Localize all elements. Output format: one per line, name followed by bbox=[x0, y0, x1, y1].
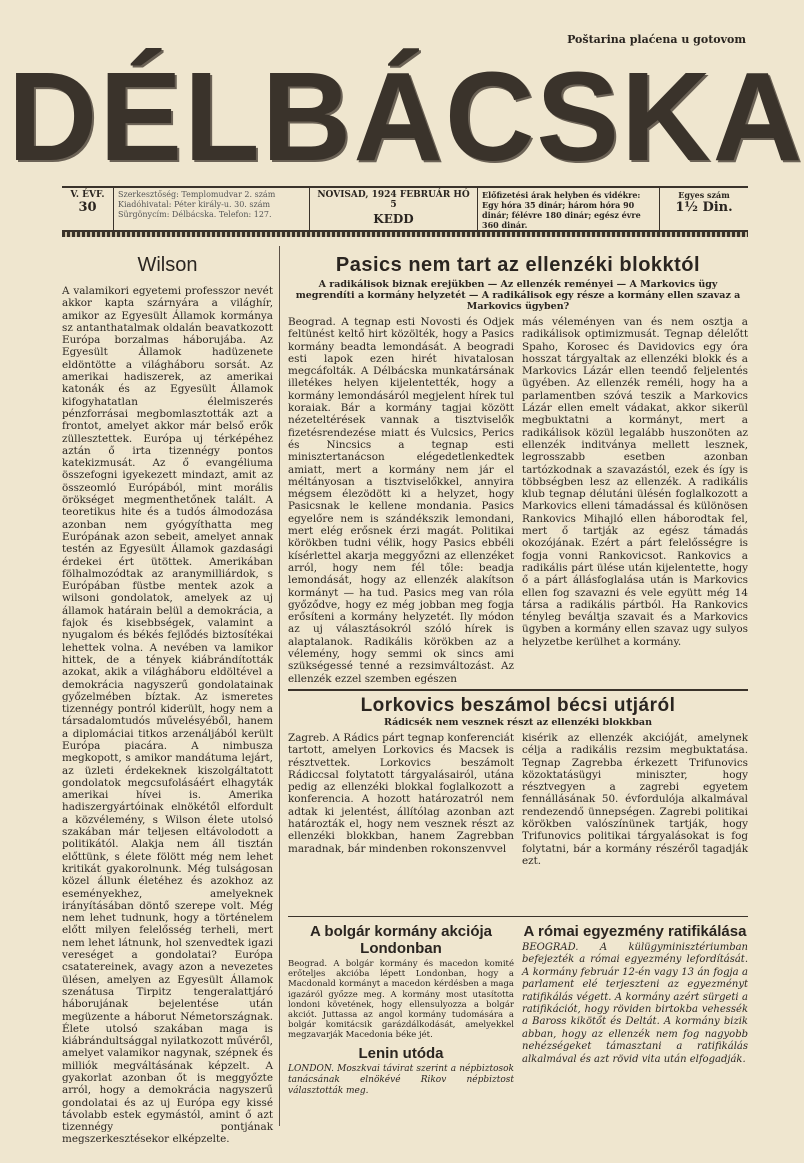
roman-title: A római egyezmény ratifikálása bbox=[523, 923, 747, 940]
masthead-title: DÉLBÁCSKA bbox=[7, 46, 804, 188]
main-column bbox=[288, 246, 748, 867]
header-rule bbox=[62, 232, 748, 237]
price-value: 1½ Din. bbox=[675, 200, 733, 215]
lenin-body: LONDON. Moszkvai távirat szerint a népbiztosok tanácsának elnökévé Rikov népbiztost választották meg. bbox=[288, 1063, 514, 1096]
lorkovics-title: Lorkovics beszámol bécsi utjáról bbox=[360, 694, 676, 716]
bolgar-title: A bolgár kormány akciója Londonban bbox=[309, 923, 492, 957]
lorkovics-article bbox=[288, 695, 748, 867]
pasics-article bbox=[288, 254, 748, 685]
issue-date: NOVISAD, 1924 FEBRUÁR HÓ 5 bbox=[317, 190, 470, 210]
pasics-subtitle: A radikálisok biznak erejükben — Az ellenzék reményei — A Markovics ügy megrendíti a kormány helyzetét — A radikálisok egy része a kormány ellen szavaz a Markovics ügyben? bbox=[295, 279, 741, 312]
bolgar-body: Beograd. A bolgár kormány és macedon komité erőteljes akcióba lépett Londonban, hogy a Macdonald kormányt a macedon kérdésben a maga igazáról győzze meg. A kormány most utasította londoni követének, hogy ellensulyozza a bolgár akciót. Juttassa az angol kormány tudomására a bolgár komitácsik garázdálkodását, amelyekkel megzavarják Macedonia béke jét. bbox=[288, 959, 514, 1041]
pasics-title: Pasics nem tart az ellenzéki blokktól bbox=[335, 254, 701, 276]
wilson-body: A valamikori egyetemi professzor nevét akkor kapta szárnyára a világhír, amikor az Egyesült Államok kormánya sz antanthatalmak oldalán beavatkozott Európa borzalmas háborujába. Az Egyesült Államok hadüzenete eldöntötte a világháboru sorsát. Az amerikai hadiszerek, az amerikai katonák és az Egyesült Államok kifogyhatatlan élelmiszerés pénzforrásai megbomlasztották azt a frontot, amelyet akkor már belső erők züllesztettek. Európa uj térképéhez aztán ő irta tizennégy pontos katekizmusát. Az ő evangéliuma összefogni igyekezett mindazt, amit az összeomló Európából, mint morális örökséget megmenthetőnek talált. A teoretikus hite és a tudós álmodozása azonban nem gyógyíthatta meg Európának azon sebeit, amelyet annak testén az Egyesült Államok gazdasági érdekei ért ütöttek. Amerikában fölhalmozódtak az aranymilliárdok, s Európában füstbe mentek azok a wilsoni gondolatok, amelyek az uj államok határain belül a demokrácia, a fajok és kisebbségek, valamint a nyugalom és békés fejlődés biztosítékai lehettek volna. A nevében va lamikor hittek, de a tények kiábrándították azokat, akik a világháboru eldöltével a demokrácia nagyszerű gondolatainak győzelmében bíztak. Az ismeretes tizennégy pontról kiderült, hogy nem a társadalomtudós művelésyéből, hanem a diplomáciai titkos arzenáljából került Európa piacára. A nimbusza megkopott, s amikor mandátuma lejárt, az üzleti érdekeknek kiszolgáltatott gondolatok megcsufolásáért elhagyták amerikai hívei is. Amerika hadiszergyártóinak elnökétől elfordult a közvélemény, s Wilson élete utolsó szakában már teljesen eltávolodott a politikától. Alakja nem áll tisztán előttünk, s élete fölött még nem lehet kritikát gyakorolnunk. Még tulságosan közel állunk életéhez és azokhoz az eseményekhez, amelyeknek irányításában döntő szerepe volt. Még nem lehet tudnunk, hogy a történelem előtt milyen felelősség terheli, mert nem lehet látnunk, hol szenvedtek igazi vereséget a gondolatai? Európa csatatereinek, avagy azon a nevezetes ülésen, amelyen az Egyesült Államok szenátusa Tirpitz tengeralattjáró háborujának bejelentése után megüzente a háborut Németországnak. Élete utolsó szakában maga is kiábrándultsággal nyilatkozott művéről, amelyet valamikor nagynak, szépnek és milliók megváltásának képzelt. A gyakorlat azonban őt is meggyőzte arról, hogy a demokrácia nagyszerű gondolatai és az uj Európa egy kissé távolabb estek egymástól, amint ő azt tizennégy pontjának megszerkesztésekor elképzelte. bbox=[62, 285, 273, 1146]
bottom-right bbox=[522, 919, 748, 1097]
postal-note: Poštarina plaćena u gotovom bbox=[567, 33, 746, 46]
bottom-row bbox=[288, 916, 748, 1097]
lorkovics-col-1: Zagreb. A Rádics párt tegnap konferenciát tartott, amelyen Lorkovics és Macsek is résztvettek. Lorkovics beszámolt Rádiccsal folytatott tárgyalásairól, utána pedig az ellenzéki blokkal foglalkozott a konferencia. A hozott határozatról nem adtak ki jelentést, állítólag azonban azt határozták el, hogy nem vesznek részt az ellenzéki blokkban, hanem Zagrebban maradnak, bár mindenben rokonszenvvel bbox=[288, 731, 514, 855]
wilson-title: Wilson bbox=[137, 254, 198, 276]
lenin-title: Lenin utóda bbox=[358, 1044, 444, 1062]
lorkovics-col-2: kisérik az ellenzék akcióját, amelynek célja a radikális rezsim megbuktatása. Tegnap Zagrebba érkezett Trifunovics közoktatásügyi miniszter, hogy résztvegyen a zagrebi egyetem fennállásának 50. évfordulója alkalmával rendezendő ünnepségen. Zagrebi politikai körökben valószínünek tartják, hogy Trifunovics politikai tárgyalásokat is fog folytatni, bár a kormány részéről tagadják ezt. bbox=[522, 731, 748, 867]
year-label: V. ÉVF. bbox=[70, 190, 105, 200]
date-box bbox=[310, 188, 478, 230]
issue-number: 30 bbox=[78, 200, 97, 215]
pasics-col-2: más véleményen van és nem osztja a radikálisok optimizmusát. Tegnap délelőtt Spaho, Korosec és Davidovics egy óra hosszat tárgyaltak az ellenzéki blokk és a Markovics Lázár ellen teendő feljelentés ügyében. Az ellenzék reméli, hogy ha a parlamentben szóvá teszik a Markovics Lázár ellen emelt vádakat, akkor sikerül megbuktatni a kormányt, mert a radikálisok közül legalább huszonöten az ellenzék inditványa mellett lesznek, legrosszabb esetben azonban tartózkodnak a szavazástól, ezek és így is többségben lesz az ellenzék. A radikális klub tegnap délutáni ülésén foglalkozott a Markovics elleni támadással és különösen Rankovics Mihajló ellen háborodtak fel, mert ő tartják az egész támadás okozójának. Ezért a párt felelősségre is fogja vonni Rankovicsot. Rankovics a radikális párt ülése után kijelentette, hogy ő a párt állásfoglalása után is Markovics ellen fog szavazni és vele együtt még 14 társa a radikális pártból. Ha Rankovics tényleg beváltja szavait és a Markovics ügyben a kormány ellen szavaz ugy sulyos helyzetbe kerülhet a kormány. bbox=[522, 316, 748, 648]
separator bbox=[288, 689, 748, 691]
year-box bbox=[62, 188, 114, 230]
masthead bbox=[7, 46, 804, 188]
wilson-article bbox=[62, 246, 280, 1146]
pasics-col-1: Beograd. A tegnap esti Novosti és Odjek feltünést keltő hirt közölték, hogy a Pasics kormány beadta lemondását. A beogradi esti lapok ezen hirét hivatalosan megcáfolták. A Délbácska munkatársának illetékes helyen kijelentették, hogy a kormány lemondásáról megjelent hírek tul koraiak. Bár a kormány tagjai között nézeteltérések vannak a tisztviselők fizetésrendezése miatt és Vulcsics, Perics és Nincsics a tegnap esti minisztertanácson elégedetlenkedtek amiatt, mert a kormány nem jár el méltányosan a tisztviselőkkel, annyira mégsem élezödött ki a helyzet, hogy Pasicsnak le kellene mondania. Pasics egyelőre nem is szándékszik lemondani, mert elég erősnek érzi magát. Politikai körökben tudni vélik, hogy Pasics ebbéli kísérlettel akarja meggyőzni az ellenzéket arról, hogy nem fél tőle: beadja lemondását, hogy az ellenzék alakítson kormányt — ha tud. Pasics meg van róla győződve, hogy ez még jobban meg fogja erősíteni a kormány helyzetét. Ily módon az uj választásokról szóló hírek is alaptalanok. Radikális körökben az a vélemény, hogy semmi ok sincs ami szükségessé tenné a rezsimváltozást. Az ellenzék ezzel szemben egészen bbox=[288, 316, 514, 685]
price-label: Egyes szám bbox=[678, 190, 730, 200]
issue-day: KEDD bbox=[373, 212, 414, 226]
roman-body: BEOGRAD. A külügyminisztériumban befejezték a római egyezmény lefordítását. A kormány február 12-én vagy 13 án fogja a parlament elé terjeszteni az egyezményt ratifikálás végett. A kormány azért sürgeti a ratifikációt, hogy röviden birtokba vehessék a Baross kikötőt és Deltát. A kormány bizik abban, hogy az ellenzék nem fog nagyobb nehézségeket támasztani a ratifikálás alkalmával és azt rövid vita után elfogadják. bbox=[522, 942, 748, 1065]
subscription-info: Előfizetési árak helyben és vidékre: Egy hóra 35 dinár; három hóra 90 dinár; félévre 180 dinár; egész évre 360 dinár. bbox=[478, 188, 660, 230]
bottom-left bbox=[288, 919, 514, 1097]
admin-info: Szerkesztőség: Templomudvar 2. szám Kiadóhivatal: Péter király-u. 30. szám Sürgönycím: Délbácska. Telefon: 127. bbox=[114, 188, 310, 230]
lorkovics-subtitle: Rádicsék nem vesznek részt az ellenzéki blokkban bbox=[384, 716, 652, 728]
info-bar bbox=[62, 186, 748, 232]
price-box bbox=[660, 188, 748, 230]
